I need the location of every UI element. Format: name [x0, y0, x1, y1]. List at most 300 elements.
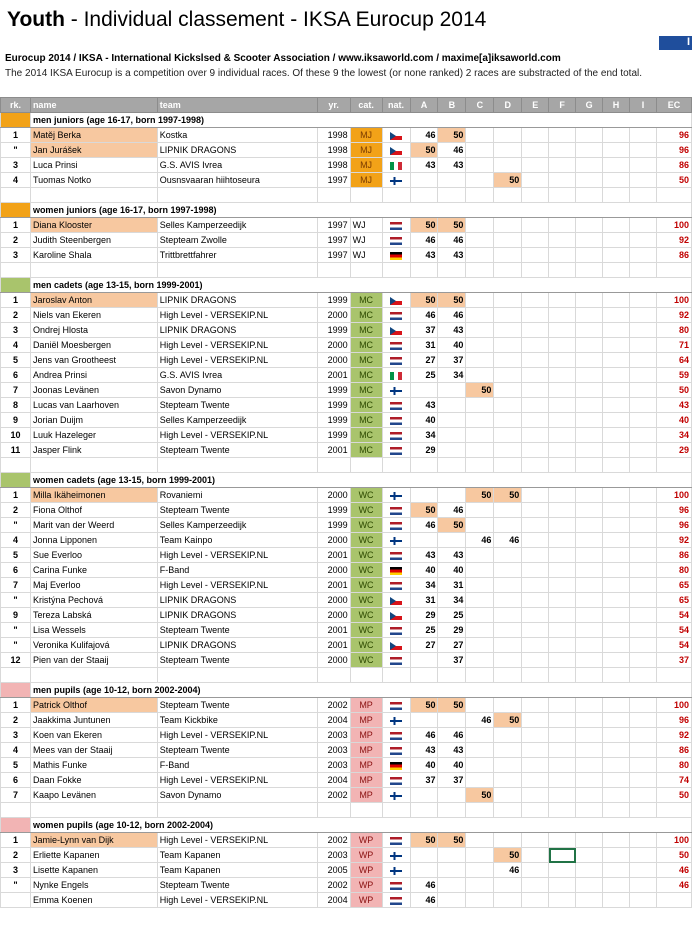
race-h-score[interactable] — [603, 413, 630, 428]
rank-cell[interactable]: " — [1, 623, 31, 638]
rank-cell[interactable]: 2 — [1, 308, 31, 323]
empty-cell[interactable] — [317, 668, 350, 683]
team-cell[interactable]: Stepteam Twente — [157, 743, 317, 758]
race-f-score[interactable] — [549, 323, 576, 338]
race-e-score[interactable] — [522, 773, 549, 788]
empty-cell[interactable] — [656, 668, 691, 683]
race-h-score[interactable] — [603, 608, 630, 623]
category-cell[interactable]: MP — [350, 788, 382, 803]
empty-cell[interactable] — [30, 803, 157, 818]
rank-cell[interactable]: 3 — [1, 728, 31, 743]
ec-total[interactable]: 54 — [656, 623, 691, 638]
race-h-score[interactable] — [603, 698, 630, 713]
race-e-score[interactable] — [522, 548, 549, 563]
race-d-score[interactable] — [494, 428, 522, 443]
name-cell[interactable]: Patrick Olthof — [30, 698, 157, 713]
empty-cell[interactable] — [630, 803, 657, 818]
empty-cell[interactable] — [656, 458, 691, 473]
team-cell[interactable]: G.S. AVIS Ivrea — [157, 158, 317, 173]
empty-cell[interactable] — [630, 263, 657, 278]
race-d-score[interactable] — [494, 623, 522, 638]
empty-cell[interactable] — [30, 263, 157, 278]
race-b-score[interactable] — [438, 383, 466, 398]
race-g-score[interactable] — [576, 788, 603, 803]
race-c-score[interactable] — [466, 368, 494, 383]
name-cell[interactable]: Koen van Ekeren — [30, 728, 157, 743]
race-e-score[interactable] — [522, 353, 549, 368]
team-cell[interactable]: Team Kickbike — [157, 713, 317, 728]
ec-total[interactable]: 59 — [656, 368, 691, 383]
rank-cell[interactable]: " — [1, 593, 31, 608]
race-d-score[interactable]: 46 — [494, 863, 522, 878]
name-cell[interactable]: Tuomas Notko — [30, 173, 157, 188]
race-b-score[interactable] — [438, 173, 466, 188]
race-e-score[interactable] — [522, 233, 549, 248]
race-e-score[interactable] — [522, 143, 549, 158]
header-ec[interactable]: EC — [656, 98, 691, 113]
race-e-score[interactable] — [522, 158, 549, 173]
name-cell[interactable]: Maj Everloo — [30, 578, 157, 593]
ec-total[interactable]: 100 — [656, 833, 691, 848]
race-c-score[interactable] — [466, 578, 494, 593]
nationality-cell[interactable] — [382, 848, 410, 863]
nationality-cell[interactable] — [382, 233, 410, 248]
nationality-cell[interactable] — [382, 368, 410, 383]
team-cell[interactable]: LIPNIK DRAGONS — [157, 143, 317, 158]
race-b-score[interactable]: 43 — [438, 158, 466, 173]
race-e-score[interactable] — [522, 893, 549, 908]
race-i-score[interactable] — [630, 338, 657, 353]
race-c-score[interactable] — [466, 548, 494, 563]
race-g-score[interactable] — [576, 593, 603, 608]
category-cell[interactable]: WC — [350, 533, 382, 548]
race-g-score[interactable] — [576, 713, 603, 728]
empty-cell[interactable] — [494, 803, 522, 818]
category-cell[interactable]: MC — [350, 398, 382, 413]
name-cell[interactable]: Judith Steenbergen — [30, 233, 157, 248]
year-cell[interactable]: 2001 — [317, 368, 350, 383]
rank-cell[interactable]: " — [1, 878, 31, 893]
category-cell[interactable]: MC — [350, 308, 382, 323]
empty-cell[interactable] — [350, 668, 382, 683]
year-cell[interactable]: 1999 — [317, 323, 350, 338]
race-e-score[interactable] — [522, 833, 549, 848]
race-d-score[interactable]: 50 — [494, 848, 522, 863]
race-b-score[interactable]: 29 — [438, 623, 466, 638]
race-c-score[interactable] — [466, 428, 494, 443]
header-race-f[interactable]: F — [549, 98, 576, 113]
race-a-score[interactable]: 40 — [410, 413, 438, 428]
ec-total[interactable]: 29 — [656, 443, 691, 458]
nationality-cell[interactable] — [382, 863, 410, 878]
header-year[interactable]: yr. — [317, 98, 350, 113]
race-a-score[interactable] — [410, 488, 438, 503]
race-c-score[interactable] — [466, 353, 494, 368]
empty-cell[interactable] — [549, 188, 576, 203]
rank-cell[interactable]: 1 — [1, 833, 31, 848]
race-e-score[interactable] — [522, 308, 549, 323]
nationality-cell[interactable] — [382, 128, 410, 143]
race-h-score[interactable] — [603, 368, 630, 383]
race-f-score[interactable] — [549, 578, 576, 593]
race-f-score[interactable] — [549, 338, 576, 353]
race-b-score[interactable] — [438, 413, 466, 428]
race-e-score[interactable] — [522, 863, 549, 878]
category-cell[interactable]: WC — [350, 488, 382, 503]
race-b-score[interactable]: 40 — [438, 338, 466, 353]
race-b-score[interactable]: 50 — [438, 218, 466, 233]
race-h-score[interactable] — [603, 593, 630, 608]
race-e-score[interactable] — [522, 593, 549, 608]
race-h-score[interactable] — [603, 518, 630, 533]
ec-total[interactable]: 80 — [656, 563, 691, 578]
race-h-score[interactable] — [603, 443, 630, 458]
nationality-cell[interactable] — [382, 773, 410, 788]
rank-cell[interactable] — [1, 893, 31, 908]
race-c-score[interactable] — [466, 518, 494, 533]
race-h-score[interactable] — [603, 758, 630, 773]
year-cell[interactable]: 1997 — [317, 233, 350, 248]
race-e-score[interactable] — [522, 443, 549, 458]
rank-cell[interactable]: " — [1, 638, 31, 653]
race-b-score[interactable] — [438, 713, 466, 728]
race-i-score[interactable] — [630, 368, 657, 383]
race-h-score[interactable] — [603, 743, 630, 758]
race-i-score[interactable] — [630, 878, 657, 893]
team-cell[interactable]: Stepteam Twente — [157, 698, 317, 713]
year-cell[interactable]: 2003 — [317, 758, 350, 773]
race-h-score[interactable] — [603, 863, 630, 878]
race-a-score[interactable]: 34 — [410, 578, 438, 593]
race-g-score[interactable] — [576, 338, 603, 353]
race-e-score[interactable] — [522, 743, 549, 758]
race-f-score[interactable] — [549, 518, 576, 533]
ec-total[interactable]: 96 — [656, 518, 691, 533]
race-h-score[interactable] — [603, 233, 630, 248]
empty-cell[interactable] — [1, 803, 31, 818]
name-cell[interactable]: Lisette Kapanen — [30, 863, 157, 878]
race-i-score[interactable] — [630, 353, 657, 368]
category-cell[interactable]: WC — [350, 623, 382, 638]
category-cell[interactable]: MC — [350, 443, 382, 458]
team-cell[interactable]: Selles Kamperzeedijk — [157, 413, 317, 428]
race-a-score[interactable]: 50 — [410, 833, 438, 848]
race-h-score[interactable] — [603, 893, 630, 908]
year-cell[interactable]: 2001 — [317, 578, 350, 593]
race-g-score[interactable] — [576, 443, 603, 458]
race-f-score[interactable] — [549, 218, 576, 233]
race-b-score[interactable]: 43 — [438, 248, 466, 263]
rank-cell[interactable]: 1 — [1, 293, 31, 308]
ec-total[interactable]: 96 — [656, 143, 691, 158]
rank-cell[interactable]: 3 — [1, 323, 31, 338]
year-cell[interactable]: 2000 — [317, 608, 350, 623]
race-b-score[interactable]: 46 — [438, 728, 466, 743]
race-g-score[interactable] — [576, 503, 603, 518]
race-c-score[interactable] — [466, 848, 494, 863]
race-a-score[interactable]: 29 — [410, 443, 438, 458]
race-f-score[interactable] — [549, 248, 576, 263]
race-a-score[interactable]: 43 — [410, 158, 438, 173]
race-a-score[interactable]: 50 — [410, 218, 438, 233]
race-i-score[interactable] — [630, 173, 657, 188]
ec-total[interactable]: 46 — [656, 863, 691, 878]
name-cell[interactable]: Tereza Labská — [30, 608, 157, 623]
empty-cell[interactable] — [576, 668, 603, 683]
race-f-score[interactable] — [549, 443, 576, 458]
team-cell[interactable]: Savon Dynamo — [157, 788, 317, 803]
race-a-score[interactable]: 34 — [410, 428, 438, 443]
race-h-score[interactable] — [603, 548, 630, 563]
empty-cell[interactable] — [522, 188, 549, 203]
team-cell[interactable]: Stepteam Twente — [157, 443, 317, 458]
year-cell[interactable]: 1999 — [317, 518, 350, 533]
race-g-score[interactable] — [576, 878, 603, 893]
race-f-score[interactable] — [549, 413, 576, 428]
name-cell[interactable]: Daan Fokke — [30, 773, 157, 788]
team-cell[interactable]: High Level - VERSEKIP.NL — [157, 428, 317, 443]
race-i-score[interactable] — [630, 848, 657, 863]
race-e-score[interactable] — [522, 578, 549, 593]
race-h-score[interactable] — [603, 398, 630, 413]
race-i-score[interactable] — [630, 518, 657, 533]
empty-cell[interactable] — [603, 188, 630, 203]
race-a-score[interactable] — [410, 788, 438, 803]
race-i-score[interactable] — [630, 218, 657, 233]
year-cell[interactable]: 2004 — [317, 773, 350, 788]
race-d-score[interactable] — [494, 323, 522, 338]
ec-total[interactable]: 80 — [656, 323, 691, 338]
empty-cell[interactable] — [350, 263, 382, 278]
race-e-score[interactable] — [522, 368, 549, 383]
race-d-score[interactable] — [494, 293, 522, 308]
header-race-a[interactable]: A — [410, 98, 438, 113]
race-a-score[interactable]: 31 — [410, 338, 438, 353]
race-d-score[interactable] — [494, 353, 522, 368]
rank-cell[interactable]: 3 — [1, 248, 31, 263]
empty-cell[interactable] — [382, 188, 410, 203]
race-f-score[interactable] — [549, 653, 576, 668]
year-cell[interactable]: 2000 — [317, 593, 350, 608]
year-cell[interactable]: 1999 — [317, 383, 350, 398]
nationality-cell[interactable] — [382, 563, 410, 578]
race-g-score[interactable] — [576, 833, 603, 848]
empty-cell[interactable] — [410, 803, 438, 818]
empty-cell[interactable] — [656, 263, 691, 278]
race-i-score[interactable] — [630, 623, 657, 638]
team-cell[interactable]: Trittbrettfahrer — [157, 248, 317, 263]
team-cell[interactable]: Kostka — [157, 128, 317, 143]
rank-cell[interactable]: 1 — [1, 488, 31, 503]
race-i-score[interactable] — [630, 593, 657, 608]
race-d-score[interactable] — [494, 308, 522, 323]
header-race-c[interactable]: C — [466, 98, 494, 113]
race-a-score[interactable]: 43 — [410, 743, 438, 758]
ec-total[interactable]: 96 — [656, 128, 691, 143]
race-e-score[interactable] — [522, 488, 549, 503]
race-d-score[interactable] — [494, 383, 522, 398]
rank-cell[interactable]: 2 — [1, 233, 31, 248]
year-cell[interactable]: 2004 — [317, 713, 350, 728]
race-g-score[interactable] — [576, 893, 603, 908]
rank-cell[interactable]: 8 — [1, 398, 31, 413]
empty-cell[interactable] — [549, 803, 576, 818]
category-cell[interactable]: WJ — [350, 248, 382, 263]
race-b-score[interactable]: 37 — [438, 653, 466, 668]
race-g-score[interactable] — [576, 698, 603, 713]
name-cell[interactable]: Luuk Hazeleger — [30, 428, 157, 443]
race-c-score[interactable] — [466, 308, 494, 323]
year-cell[interactable]: 1999 — [317, 503, 350, 518]
race-c-score[interactable]: 50 — [466, 788, 494, 803]
name-cell[interactable]: Erliette Kapanen — [30, 848, 157, 863]
race-h-score[interactable] — [603, 143, 630, 158]
category-cell[interactable]: MP — [350, 713, 382, 728]
category-cell[interactable]: MP — [350, 698, 382, 713]
header-race-h[interactable]: H — [603, 98, 630, 113]
year-cell[interactable]: 2001 — [317, 638, 350, 653]
race-h-score[interactable] — [603, 158, 630, 173]
name-cell[interactable]: Pien van der Staaij — [30, 653, 157, 668]
race-a-score[interactable]: 40 — [410, 563, 438, 578]
race-c-score[interactable] — [466, 218, 494, 233]
race-b-score[interactable]: 50 — [438, 518, 466, 533]
race-d-score[interactable] — [494, 248, 522, 263]
race-e-score[interactable] — [522, 503, 549, 518]
race-a-score[interactable] — [410, 863, 438, 878]
team-cell[interactable]: Team Kapanen — [157, 848, 317, 863]
name-cell[interactable]: Matěj Berka — [30, 128, 157, 143]
race-f-score[interactable] — [549, 848, 576, 863]
race-i-score[interactable] — [630, 653, 657, 668]
year-cell[interactable]: 1999 — [317, 398, 350, 413]
race-g-score[interactable] — [576, 308, 603, 323]
race-c-score[interactable]: 50 — [466, 488, 494, 503]
ec-total[interactable]: 92 — [656, 233, 691, 248]
race-f-score[interactable] — [549, 428, 576, 443]
empty-cell[interactable] — [466, 458, 494, 473]
race-a-score[interactable]: 46 — [410, 878, 438, 893]
race-b-score[interactable]: 25 — [438, 608, 466, 623]
race-e-score[interactable] — [522, 248, 549, 263]
nationality-cell[interactable] — [382, 833, 410, 848]
nationality-cell[interactable] — [382, 698, 410, 713]
race-f-score[interactable] — [549, 143, 576, 158]
race-i-score[interactable] — [630, 833, 657, 848]
year-cell[interactable]: 2005 — [317, 863, 350, 878]
rank-cell[interactable]: 1 — [1, 128, 31, 143]
race-g-score[interactable] — [576, 488, 603, 503]
year-cell[interactable]: 1999 — [317, 413, 350, 428]
race-c-score[interactable] — [466, 893, 494, 908]
nationality-cell[interactable] — [382, 893, 410, 908]
race-c-score[interactable] — [466, 233, 494, 248]
race-h-score[interactable] — [603, 623, 630, 638]
race-c-score[interactable] — [466, 758, 494, 773]
race-i-score[interactable] — [630, 638, 657, 653]
empty-cell[interactable] — [438, 188, 466, 203]
race-d-score[interactable]: 50 — [494, 713, 522, 728]
rank-cell[interactable]: 4 — [1, 173, 31, 188]
race-e-score[interactable] — [522, 728, 549, 743]
category-cell[interactable]: WJ — [350, 233, 382, 248]
race-d-score[interactable]: 50 — [494, 173, 522, 188]
nationality-cell[interactable] — [382, 383, 410, 398]
nationality-cell[interactable] — [382, 218, 410, 233]
race-e-score[interactable] — [522, 608, 549, 623]
race-b-score[interactable] — [438, 863, 466, 878]
rank-cell[interactable]: 5 — [1, 548, 31, 563]
nationality-cell[interactable] — [382, 353, 410, 368]
race-i-score[interactable] — [630, 308, 657, 323]
race-e-score[interactable] — [522, 383, 549, 398]
race-b-score[interactable] — [438, 893, 466, 908]
race-f-score[interactable] — [549, 698, 576, 713]
rank-cell[interactable]: 1 — [1, 218, 31, 233]
rank-cell[interactable]: 7 — [1, 578, 31, 593]
header-race-e[interactable]: E — [522, 98, 549, 113]
empty-cell[interactable] — [549, 263, 576, 278]
race-h-score[interactable] — [603, 788, 630, 803]
race-c-score[interactable] — [466, 743, 494, 758]
name-cell[interactable]: Jasper Flink — [30, 443, 157, 458]
race-d-score[interactable] — [494, 548, 522, 563]
name-cell[interactable]: Jorian Duijm — [30, 413, 157, 428]
race-h-score[interactable] — [603, 293, 630, 308]
race-f-score[interactable] — [549, 743, 576, 758]
team-cell[interactable]: Stepteam Twente — [157, 398, 317, 413]
race-h-score[interactable] — [603, 713, 630, 728]
race-f-score[interactable] — [549, 503, 576, 518]
empty-cell[interactable] — [630, 188, 657, 203]
rank-cell[interactable]: 4 — [1, 533, 31, 548]
empty-cell[interactable] — [410, 458, 438, 473]
race-d-score[interactable]: 46 — [494, 533, 522, 548]
race-c-score[interactable] — [466, 443, 494, 458]
race-e-score[interactable] — [522, 173, 549, 188]
race-g-score[interactable] — [576, 578, 603, 593]
race-i-score[interactable] — [630, 548, 657, 563]
race-i-score[interactable] — [630, 563, 657, 578]
empty-cell[interactable] — [317, 803, 350, 818]
empty-cell[interactable] — [350, 458, 382, 473]
race-g-score[interactable] — [576, 413, 603, 428]
year-cell[interactable]: 2003 — [317, 743, 350, 758]
rank-cell[interactable]: 9 — [1, 608, 31, 623]
team-cell[interactable]: Selles Kamperzeedijk — [157, 518, 317, 533]
year-cell[interactable]: 2000 — [317, 338, 350, 353]
race-f-score[interactable] — [549, 893, 576, 908]
name-cell[interactable]: Diana Klooster — [30, 218, 157, 233]
nationality-cell[interactable] — [382, 878, 410, 893]
ec-total[interactable] — [656, 893, 691, 908]
race-f-score[interactable] — [549, 533, 576, 548]
empty-cell[interactable] — [522, 803, 549, 818]
nationality-cell[interactable] — [382, 293, 410, 308]
category-cell[interactable]: MP — [350, 743, 382, 758]
header-race-b[interactable]: B — [438, 98, 466, 113]
race-f-score[interactable] — [549, 863, 576, 878]
race-d-score[interactable] — [494, 368, 522, 383]
rank-cell[interactable]: 1 — [1, 698, 31, 713]
category-cell[interactable]: MC — [350, 368, 382, 383]
ec-total[interactable]: 64 — [656, 353, 691, 368]
ec-total[interactable]: 46 — [656, 878, 691, 893]
category-cell[interactable]: MJ — [350, 158, 382, 173]
year-cell[interactable]: 2002 — [317, 833, 350, 848]
name-cell[interactable]: Mees van der Staaij — [30, 743, 157, 758]
team-cell[interactable]: High Level - VERSEKIP.NL — [157, 773, 317, 788]
